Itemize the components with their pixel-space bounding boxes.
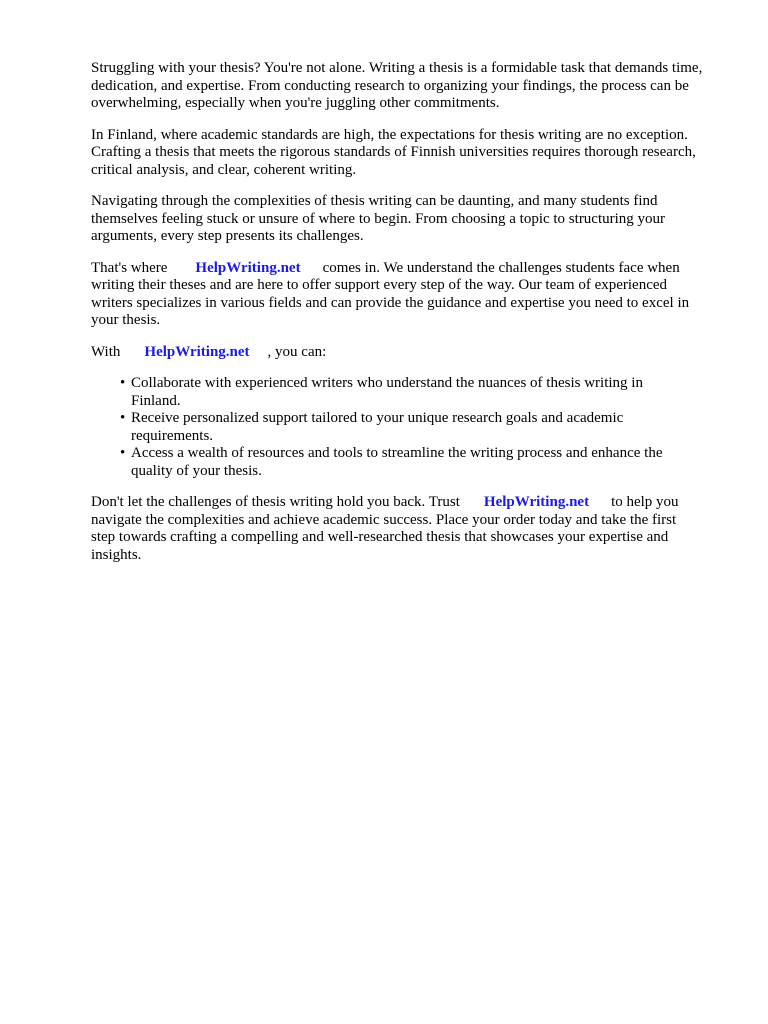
text-line: step towards crafting a compelling and well-researched thesis that showcases your expertise and [91, 529, 669, 545]
text-line: themselves feeling stuck or unsure of where to begin. From choosing a topic to structuring your [91, 210, 666, 227]
text-segment: With [91, 343, 121, 360]
bullet-icon: • [120, 375, 126, 391]
text-line: Navigating through the complexities of thesis writing can be daunting, and many students find [91, 193, 658, 209]
with-paragraph [91, 344, 731, 362]
intro-paragraph [91, 60, 731, 113]
text-line: writing their theses and are here to offer support every step of the way. Our team of experienced [91, 277, 668, 293]
text-line [91, 260, 731, 278]
text-line: requirements. [131, 427, 214, 444]
text-segment: , you can: [267, 343, 327, 360]
text-line: Collaborate with experienced writers who understand the nuances of thesis writing in [131, 375, 643, 391]
text-line: dedication, and expertise. From conducting research to organizing your findings, the process can be [91, 77, 689, 94]
list-item [120, 410, 731, 445]
text-line: quality of your thesis. [131, 462, 262, 479]
bullet-icon: • [120, 445, 126, 461]
closing-paragraph [91, 494, 731, 564]
text-line: Finland. [131, 392, 181, 409]
text-line: writers specializes in various fields and can provide the guidance and expertise you need to excel in [91, 294, 690, 311]
finland-paragraph [91, 127, 731, 180]
text-line: Access a wealth of resources and tools to streamline the writing process and enhance the [131, 445, 663, 461]
text-line: arguments, every step presents its challenges. [91, 228, 364, 244]
list-item [120, 375, 731, 410]
text-segment: Don't let the challenges of thesis writing hold you back. Trust [91, 494, 460, 510]
helpwriting-link[interactable]: HelpWriting.net [144, 343, 250, 360]
list-item [120, 445, 731, 480]
navigating-paragraph [91, 193, 731, 246]
text-line: Crafting a thesis that meets the rigorous standards of Finnish universities requires thorough research, [91, 144, 696, 160]
text-line: Receive personalized support tailored to your unique research goals and academic [131, 410, 624, 426]
thats-where-paragraph [91, 260, 731, 330]
text-line: your thesis. [91, 312, 161, 328]
text-line: insights. [91, 546, 142, 563]
text-segment: That's where [91, 259, 168, 276]
document-body [91, 60, 731, 578]
text-segment: comes in. We understand the challenges students face when [322, 259, 680, 276]
helpwriting-link[interactable]: HelpWriting.net [195, 259, 301, 276]
bullet-icon: • [120, 410, 126, 426]
text-line: navigate the complexities and achieve academic success. Place your order today and take the first [91, 511, 677, 528]
text-line [91, 494, 731, 512]
text-line: critical analysis, and clear, coherent writing. [91, 161, 357, 178]
text-line: overwhelming, especially when you're juggling other commitments. [91, 95, 500, 111]
text-line: Struggling with your thesis? You're not alone. Writing a thesis is a formidable task that demands time, [91, 60, 703, 76]
text-line [91, 344, 731, 362]
text-line: In Finland, where academic standards are high, the expectations for thesis writing are no exception. [91, 126, 688, 143]
helpwriting-link[interactable]: HelpWriting.net [483, 494, 590, 510]
text-segment: to help you [611, 494, 679, 510]
benefits-list [91, 375, 731, 480]
